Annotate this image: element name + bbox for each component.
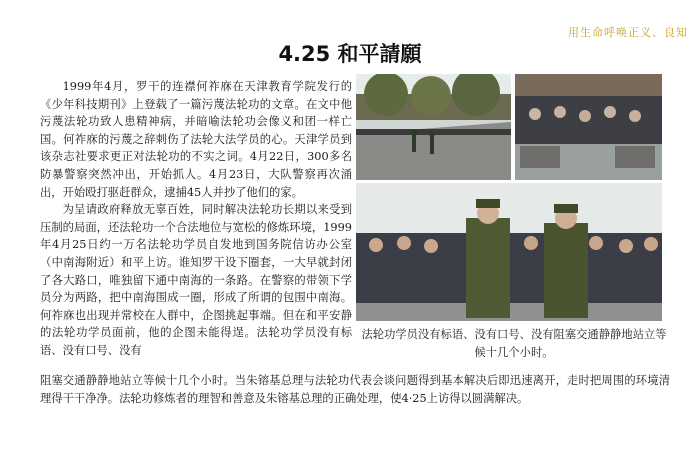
photo-caption: 法轮功学员没有标语、没有口号、没有阻塞交通静静地站立等候十几个小时。 (361, 328, 667, 359)
photo-sidewalk-crowd (515, 74, 662, 180)
tagline: 用生命呼唤正义、良知 (568, 26, 688, 39)
article-body-left (40, 78, 352, 360)
photo-street-crowd (356, 74, 511, 180)
paragraph-2-continued: 阻塞交通静静地站立等候十几个小时。当朱镕基总理与法轮功代表会谈问题得到基本解决后即迅速离开，走时把周围的环境清理得干干净净。法轮功修炼者的理智和善意及朱镕基总理的正确处理，使4·25上访得以圆满解决。 (40, 374, 670, 405)
photo-police-crowd (356, 183, 662, 321)
page-title: 4.25 和平請願 (278, 42, 422, 66)
paragraph-2: 为呈请政府释放无辜百姓，同时解决法轮功长期以来受到压制的局面，还法轮功一个合法地位与宽松的修炼环境，1999年4月25日约一万名法轮功学员自发地到国务院信访办公室（中南海附近）和平上访。谁知罗干设下圈套，一大早就封闭了各大路口，唯独留下通中南海的一条路。在警察的带领下学员分为两路，把中南海围成一圈，形成了所谓的包围中南海。何祚庥也出现并常校在人群中，企图挑起事端。但在和平安静的法轮功学员面前，他的企图未能得逞。法轮功学员没有标语、没有口号、没有 (40, 203, 352, 357)
paragraph-1: 1999年4月，罗干的连襟何祚庥在天津教育学院发行的《少年科技期刊》上登载了一篇污蔑法轮功的文章。在文中他污蔑法轮功致人患精神病，并暗喻法轮功会像义和团一样亡国。何祚庥的污蔑之辞刺伤了法轮大法学员的心。天津学员到该杂志社要求更正对法轮功的不实之词。4月22日，300多名防暴警察突然冲出，开始抓人。4月23日，大队警察再次涌出，开始殴打驱赶群众，逮捕45人并抄了他们的家。 (40, 80, 352, 199)
